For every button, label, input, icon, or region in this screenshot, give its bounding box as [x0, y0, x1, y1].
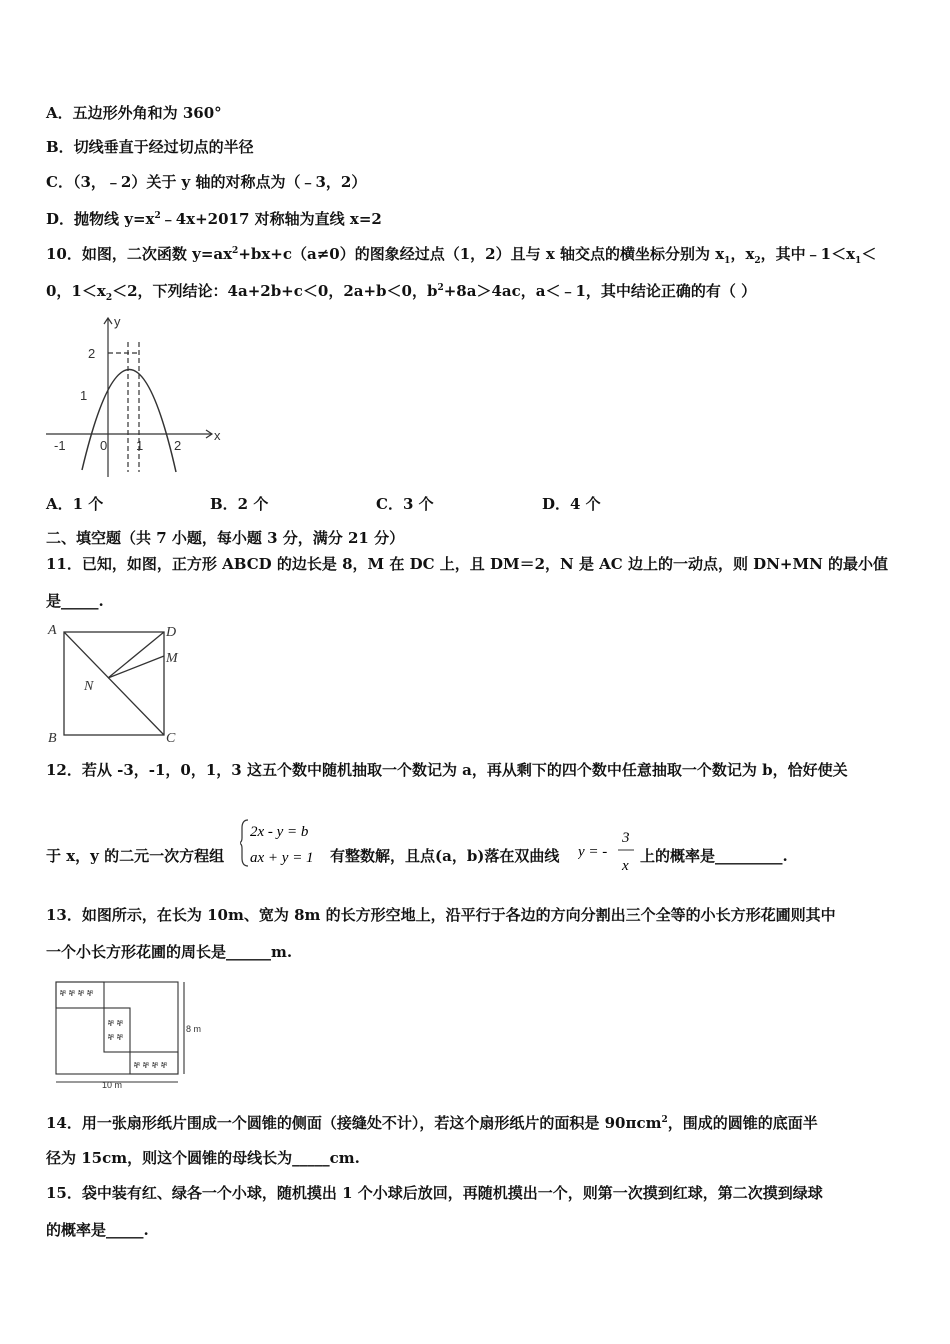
q10-choice-d: D．4 个 [542, 495, 601, 513]
q12-line2-pre: 于 x，y 的二元一次方程组 [46, 847, 225, 865]
label-m: M [166, 651, 178, 666]
width-label: 10 m [102, 1080, 123, 1090]
equation-2: ax + y = 1 [250, 850, 314, 866]
hyperbola-numerator: 3 [622, 830, 630, 846]
q15-line1: 15．袋中装有红、绿各一个小球，随机摸出 1 个小球后放回，再随机摸出一个，则第一次摸到红球，第二次摸到绿球 [46, 1184, 823, 1202]
tick-y2: 2 [88, 346, 96, 361]
flower-icon: ቸ ቸ [108, 1019, 124, 1029]
equation-system [240, 818, 330, 868]
diagonal-ac [64, 632, 164, 735]
parabola-graph [44, 312, 234, 482]
q10-line2: 0，$1<x_2<2$，下列结论：4a+2b+c＜0，2a+b＜0，$b^2+8a>4ac$，a＜﹣1，其中结论正确的有（ ） [46, 282, 757, 303]
label-x: x [214, 428, 221, 443]
parabola-curve [82, 369, 176, 472]
q10-line1: 10．如图，二次函数 $y=ax^2+bx+c(a\ne 0)$的图象经过点（1，2）且与 x 轴交点的横坐标分别为 $x_1$，$x_2$，其中$﹣1<x_1<$ [46, 245, 877, 266]
system-brace [240, 820, 248, 866]
garden-figure [50, 978, 210, 1090]
q13-line1: 13．如图所示，在长为 10m、宽为 8m 的长方形空地上，沿平行于各边的方向分割出三个全等的小长方形花圃则其中 [46, 906, 836, 924]
hyperbola-denominator: x [622, 858, 629, 874]
q14-line2: 径为 15cm，则这个圆锥的母线长为_____cm. [46, 1149, 360, 1167]
section-2-heading: 二、填空题（共 7 小题，每小题 3 分，满分 21 分） [46, 529, 405, 547]
label-a: A [48, 623, 57, 638]
q12-line2-mid: 有整数解，且点(a，b)落在双曲线 [330, 847, 560, 865]
tick-xm1: -1 [54, 438, 66, 453]
label-n: N [84, 679, 94, 694]
hyperbola-lhs: y = - [578, 844, 608, 860]
tick-x1: 1 [136, 438, 144, 453]
q15-line2: 的概率是_____. [46, 1221, 149, 1239]
flower-icon: ቸ ቸ ቸ ቸ [60, 989, 94, 999]
square-figure [44, 622, 194, 747]
q11-line1: 11．已知，如图，正方形 ABCD 的边长是 8，M 在 DC 上，且 DM＝2，N 是 AC 边上的一动点，则 DN+MN 的最小值 [46, 555, 889, 573]
flower-icon: ቸ ቸ ቸ ቸ [134, 1061, 168, 1071]
hyperbola-fraction [578, 826, 640, 874]
garden-plot-2 [104, 1008, 130, 1052]
q10-choice-b: B．2 个 [210, 495, 269, 513]
equation-1: 2x - y = b [250, 824, 309, 840]
q12-line2-end: 上的概率是_________. [640, 847, 788, 865]
q10-choice-a: A．1 个 [46, 495, 104, 513]
height-label: 8 m [186, 1024, 202, 1034]
q14-line1: 14．用一张扇形纸片围成一个圆锥的侧面（接缝处不计），若这个扇形纸片的面积是 90πcm$^2$，围成的圆锥的底面半 [46, 1114, 818, 1132]
label-y: y [114, 314, 121, 329]
q9-option-a: A．五边形外角和为 360° [46, 104, 222, 122]
q9-option-c: C．（3，﹣2）关于 y 轴的对称点为（﹣3，2） [46, 173, 367, 191]
q11-line2: 是_____. [46, 592, 104, 610]
label-b: B [48, 731, 57, 746]
q9-option-d: D．抛物线 $y=x^2﹣4x+2017$ 对称轴为直线 x=2 [46, 210, 382, 228]
flower-icon: ቸ ቸ [108, 1033, 124, 1043]
tick-y1: 1 [80, 388, 88, 403]
tick-x0: 0 [100, 438, 108, 453]
label-c: C [166, 731, 176, 746]
segment-dn [108, 632, 164, 678]
tick-x2: 2 [174, 438, 182, 453]
segment-mn [108, 656, 164, 678]
q12-line1: 12．若从 -3，-1，0，1，3 这五个数中随机抽取一个数记为 a，再从剩下的四个数中任意抽取一个数记为 b，恰好使关 [46, 761, 848, 779]
q13-line2: 一个小长方形花圃的周长是______m. [46, 943, 293, 961]
q9-option-b: B．切线垂直于经过切点的半径 [46, 138, 254, 156]
label-d: D [166, 625, 177, 640]
q10-choice-c: C．3 个 [376, 495, 434, 513]
